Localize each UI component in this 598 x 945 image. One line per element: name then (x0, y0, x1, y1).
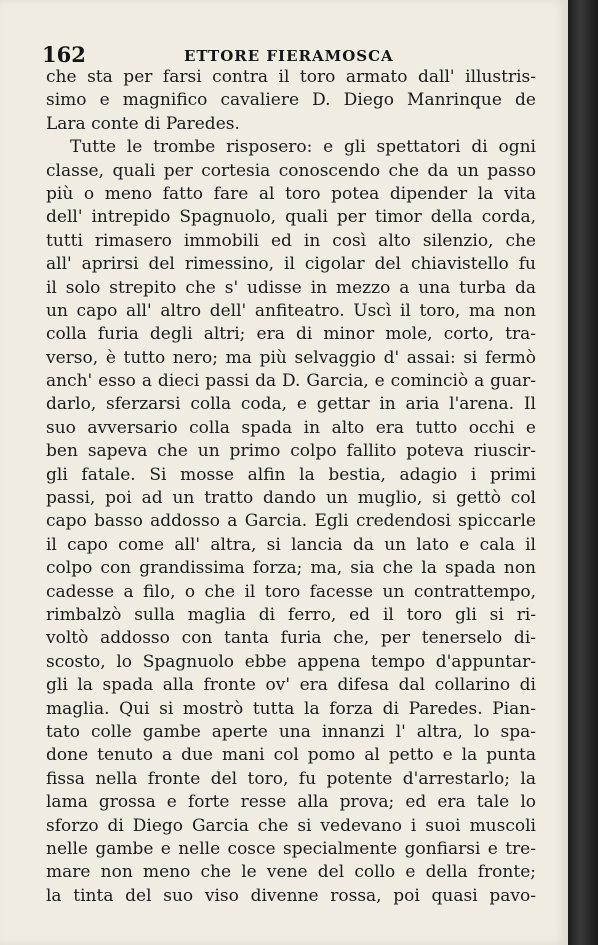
text-line: ben sapeva che un primo colpo fallito poteva riuscir- (46, 441, 536, 462)
text-line: darlo, sferzarsi colla coda, e gettar in aria l'arena. Il (46, 394, 536, 415)
page-number: 162 (42, 42, 86, 67)
text-line: capo basso addosso a Garcia. Egli credendosi spiccarle (46, 511, 536, 532)
text-line: sforzo di Diego Garcia che si vedevano i suoi muscoli (46, 815, 536, 836)
text-line: che sta per farsi contra il toro armato dall' illustris- (46, 67, 536, 87)
text-line: voltò addosso con tanta furia che, per tenerselo di- (46, 628, 536, 649)
text-line: cadesse a filo, o che il toro facesse un contrattempo, (46, 581, 536, 602)
binding-gutter (568, 0, 598, 945)
text-line: verso, è tutto nero; ma più selvaggio d' assai: si fermò (46, 347, 536, 368)
text-line: la tinta del suo viso divenne rossa, poi quasi pavo- (46, 885, 536, 906)
text-line: scosto, lo Spagnuolo ebbe appena tempo d'appuntar- (46, 651, 536, 672)
text-line: il solo strepito che s' udisse in mezzo a una turba da (46, 277, 536, 298)
text-line: colla furia degli altri; era di minor mole, corto, tra- (46, 324, 536, 345)
text-line: maglia. Qui si mostrò tutta la forza di Paredes. Pian- (46, 698, 536, 719)
text-line: tutti rimasero immobili ed in così alto silenzio, che (46, 230, 536, 251)
text-line: nelle gambe e nelle cosce specialmente gonfiarsi e tre- (46, 838, 536, 859)
text-line: fissa nella fronte del toro, fu potente d'arrestarlo; la (46, 768, 536, 789)
text-line: colpo con grandissima forza; ma, sia che la spada non (46, 558, 536, 579)
text-line: mare non meno che le vene del collo e della fronte; (46, 862, 536, 883)
text-line: il capo come all' altra, si lancia da un lato e cala il (46, 534, 536, 555)
text-line: tato colle gambe aperte una innanzi l' altra, lo spa- (46, 721, 536, 742)
text-line: un capo all' altro dell' anfiteatro. Uscì il toro, ma non (46, 300, 536, 321)
text-line: suo avversario colla spada in alto era tutto occhi e (46, 417, 536, 438)
text-line: done tenuto a due mani col pomo al petto e la punta (46, 745, 536, 766)
text-line: Tutte le trombe risposero: e gli spettatori di ogni (70, 137, 536, 158)
text-line: gli la spada alla fronte ov' era difesa dal collarino di (46, 675, 536, 696)
text-line: gli fatale. Si mosse alfin la bestia, adagio i primi (46, 464, 536, 485)
running-title: ETTORE FIERAMOSCA (184, 47, 394, 65)
text-line: simo e magnifico cavaliere D. Diego Manrinque de (46, 90, 536, 111)
text-line: rimbalzò sulla maglia di ferro, ed il toro gli si ri- (46, 604, 536, 625)
text-line: all' aprirsi del rimessino, il cigolar del chiavistello fu (46, 254, 536, 275)
body-text (46, 66, 536, 908)
text-line: dell' intrepido Spagnuolo, quali per timor della corda, (46, 207, 536, 228)
text-line: Lara conte di Paredes. (46, 113, 240, 134)
text-line: più o meno fatto fare al toro potea dipender la vita (46, 183, 536, 204)
text-line: lama grossa e forte resse alla prova; ed era tale lo (46, 792, 536, 813)
text-line: passi, poi ad un tratto dando un muglio, si gettò col (46, 488, 536, 509)
text-line: anch' esso a dieci passi da D. Garcia, e cominciò a guar- (46, 371, 536, 392)
text-line: classe, quali per cortesia conoscendo che da un passo (46, 160, 536, 181)
